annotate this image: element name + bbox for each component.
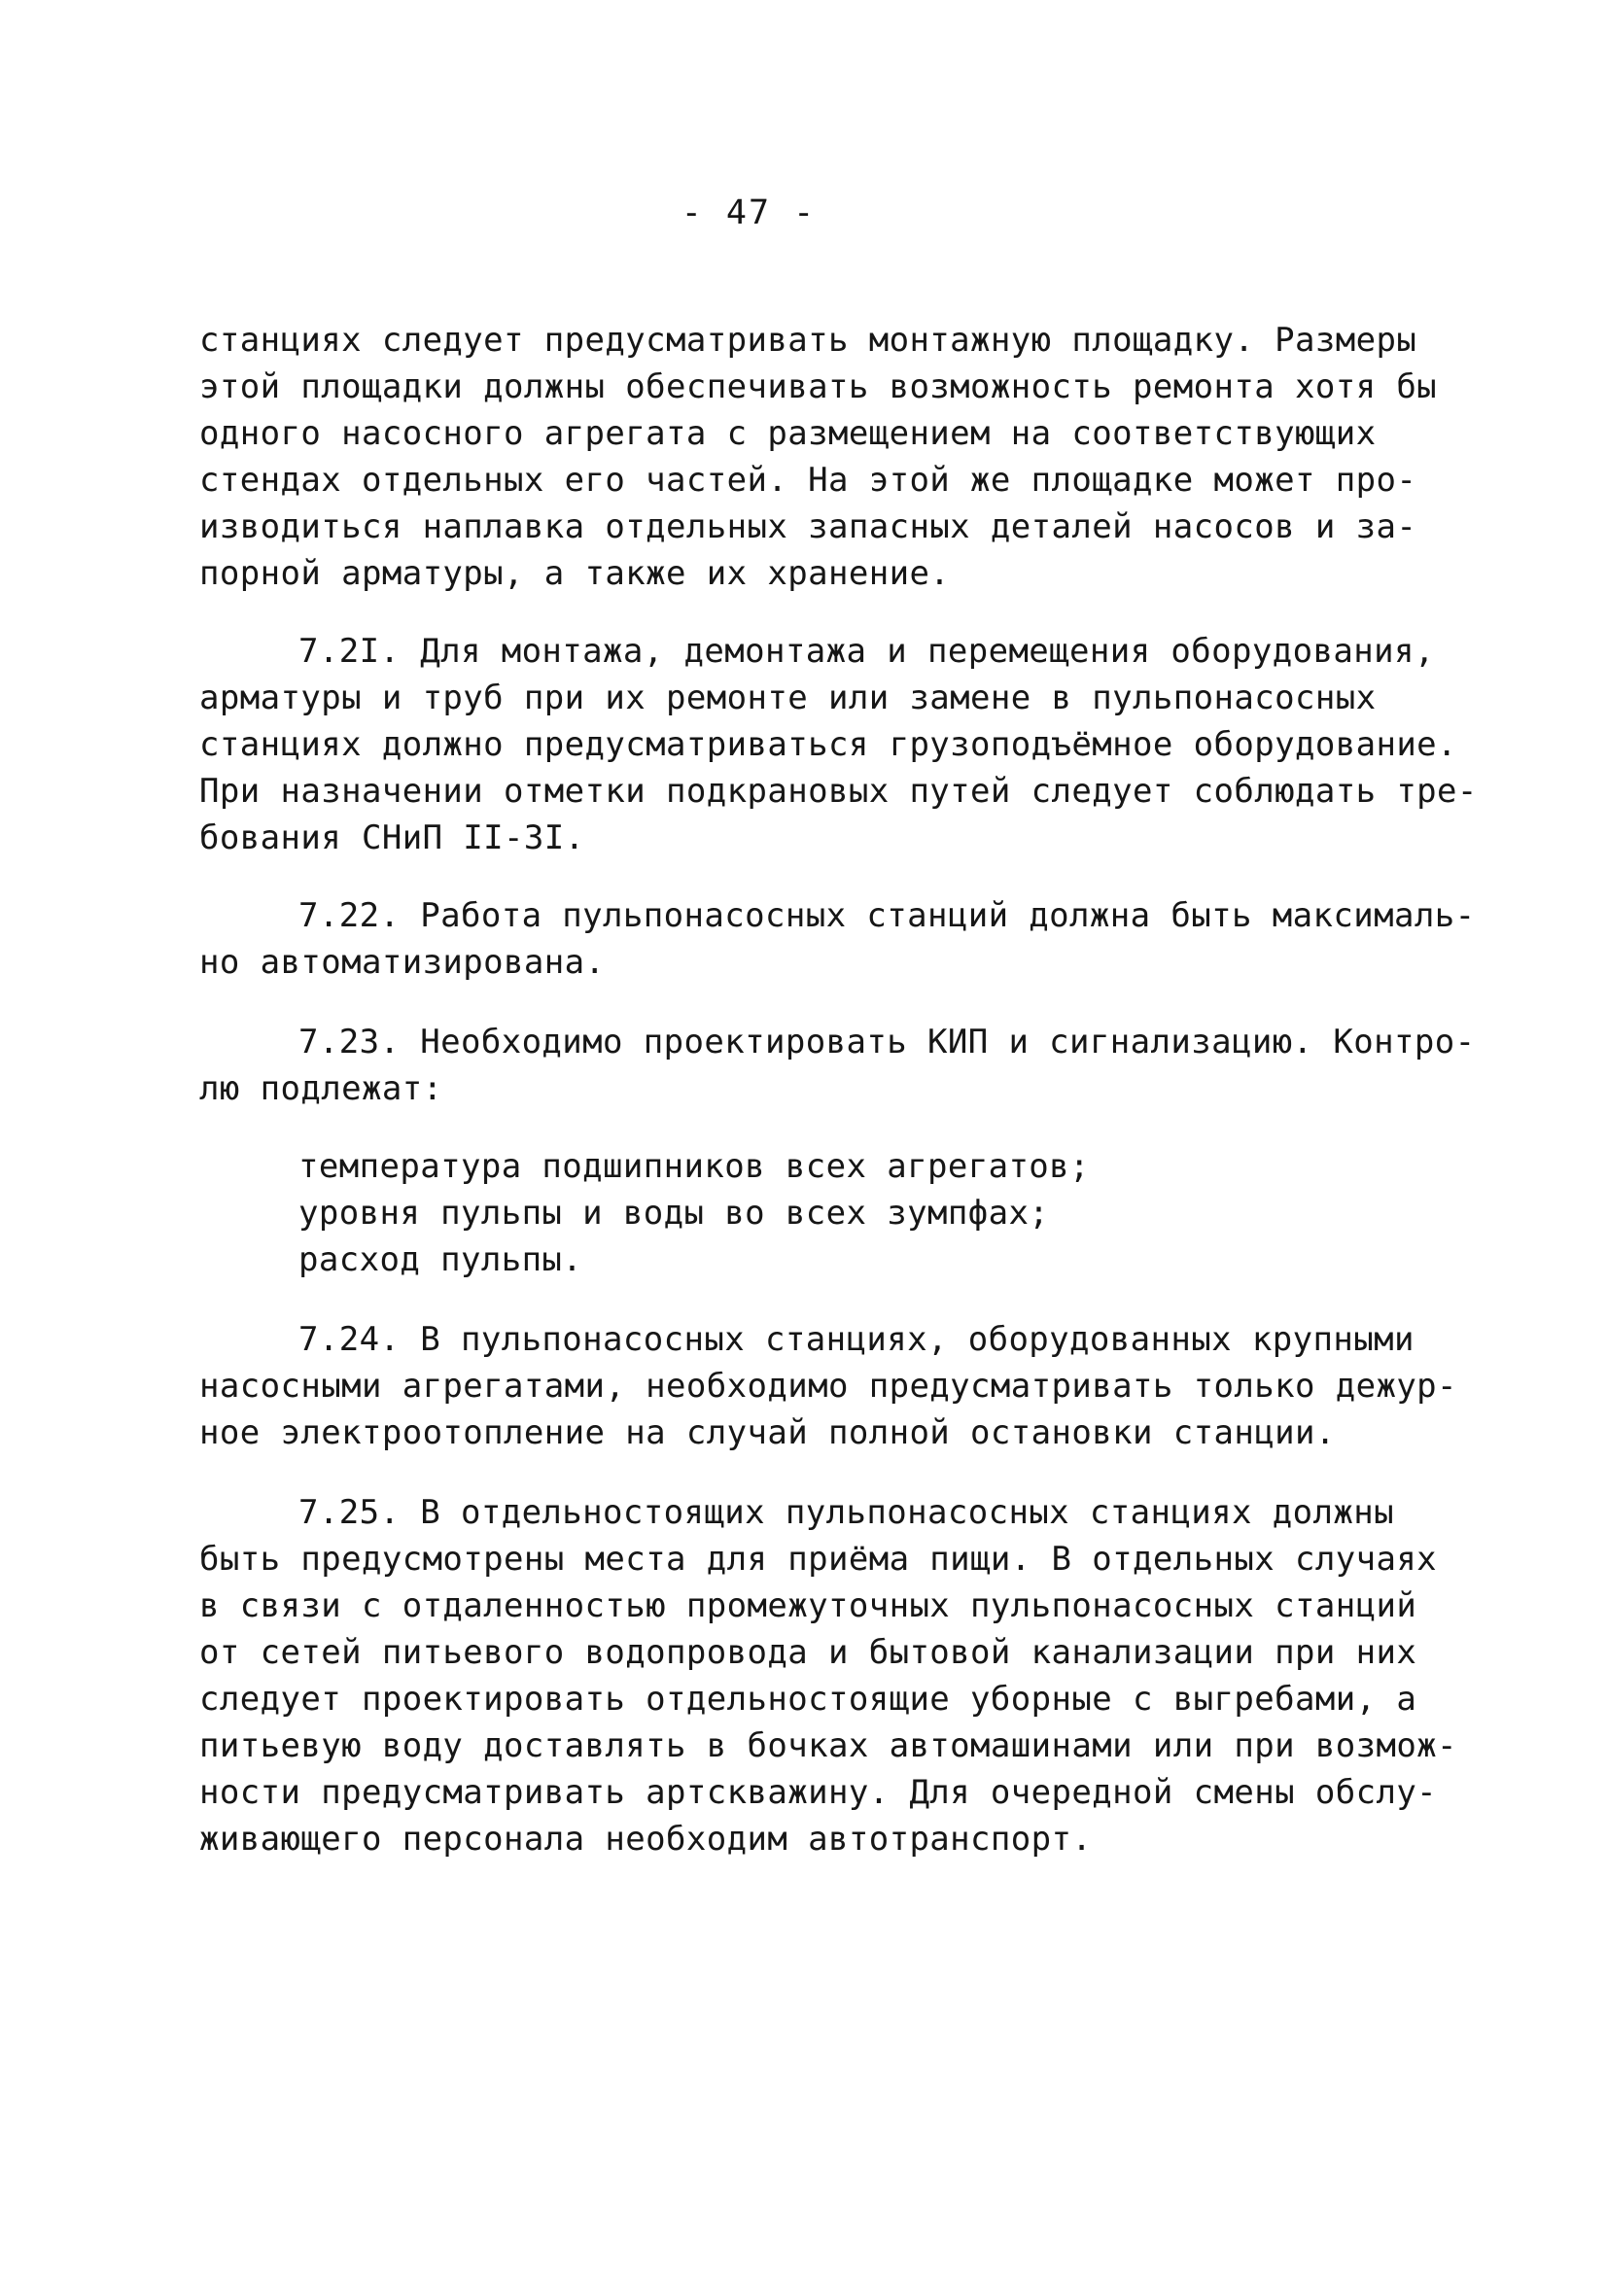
- text-line: насосными агрегатами, необходимо предусматривать только дежур-: [199, 1367, 1457, 1406]
- text-line: одного насосного агрегата с размещением на соответствующих: [199, 414, 1377, 453]
- text-line: 7.23. Необходимо проектировать КИП и сигнализацию. Контро-: [298, 1023, 1476, 1061]
- list-item: уровня пульпы и воды во всех зумпфах;: [298, 1194, 1050, 1233]
- text-line: изводиться наплавка отдельных запасных деталей насосов и за-: [199, 507, 1417, 546]
- text-line: в связи с отдаленностью промежуточных пульпонасосных станций: [199, 1586, 1417, 1625]
- text-line: стендах отдельных его частей. На этой же площадке может про-: [199, 461, 1417, 500]
- list-item: температура подшипников всех агрегатов;: [298, 1147, 1090, 1186]
- text-line: 7.22. Работа пульпонасосных станций должна быть максималь-: [298, 896, 1476, 935]
- text-line: живающего персонала необходим автотранспорт.: [199, 1820, 1093, 1859]
- text-line: 7.2I. Для монтажа, демонтажа и перемещения оборудования,: [298, 632, 1435, 671]
- text-line: 7.24. В пульпонасосных станциях, оборудованных крупными: [298, 1320, 1415, 1359]
- text-line: этой площадки должны обеспечивать возможность ремонта хотя бы: [199, 367, 1438, 406]
- text-line: от сетей питьевого водопровода и бытовой канализации при них: [199, 1633, 1417, 1672]
- text-line: станциях должно предусматриваться грузоподъёмное оборудование.: [199, 725, 1457, 764]
- text-line: бования СНиП II-3I.: [199, 818, 585, 857]
- list-item: расход пульпы.: [298, 1240, 583, 1279]
- text-line: ное электроотопление на случай полной остановки станции.: [199, 1413, 1336, 1452]
- text-line: питьевую воду доставлять в бочках автомашинами или при возмож-: [199, 1726, 1457, 1765]
- text-line: арматуры и труб при их ремонте или замене в пульпонасосных: [199, 678, 1377, 717]
- text-line: порной арматуры, а также их хранение.: [199, 554, 951, 593]
- text-line: быть предусмотрены места для приёма пищи. В отдельных случаях: [199, 1540, 1438, 1579]
- text-line: ности предусматривать артскважину. Для очередной смены обслу-: [199, 1773, 1438, 1812]
- text-line: лю подлежат:: [199, 1069, 443, 1108]
- page-number: - 47 -: [681, 193, 817, 232]
- text-line: следует проектировать отдельностоящие уборные с выгребами, а: [199, 1680, 1417, 1719]
- text-line: При назначении отметки подкрановых путей следует соблюдать тре-: [199, 772, 1478, 811]
- text-line: 7.25. В отдельностоящих пульпонасосных станциях должны: [298, 1493, 1394, 1532]
- text-line: станциях следует предусматривать монтажную площадку. Размеры: [199, 321, 1417, 360]
- text-line: но автоматизирована.: [199, 943, 606, 982]
